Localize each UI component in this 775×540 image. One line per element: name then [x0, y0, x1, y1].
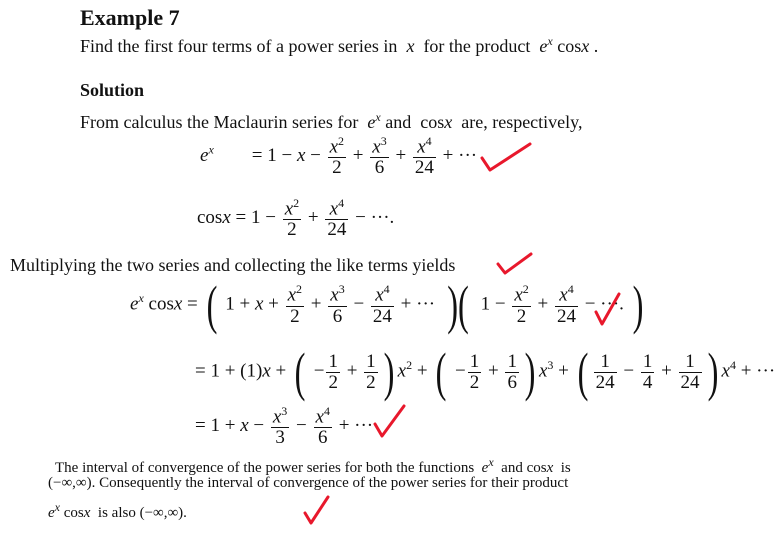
- product-line-2: = 1 + (1)x + ( − $\frac{1}{2}$ + $\frac{1}{2}$ ) $x^2$ + ( − $\frac{1}{2}$ + $\frac{1}{6}$ ) $x^3$ + ( $\frac{1}{24}$ − $\frac{1}{4}$ + $\frac{1}{24}$ ) $x^4$ + ···: [195, 342, 775, 402]
- multiply-text: Multiplying the two series and collecting the like terms yields: [10, 255, 456, 275]
- check-mark-icon: [495, 250, 535, 276]
- product-line-1: $e^x$ cosx = ( 1 + x + $\frac{x^2}{2}$ + $\frac{x^3}{6}$ − $\frac{x^4}{24}$ + ··· )( 1 − $\frac{x^2}{2}$ + $\frac{x^4}{24}$ − ···. ): [130, 275, 644, 335]
- exp-series-equation: $e^x$ = 1 − x − $\frac{x^2}{2}$ + $\frac{x^3}{6}$ + $\frac{x^4}{24}$ + ···: [200, 134, 478, 179]
- conclusion-line-2: (−∞,∞). Consequently the interval of convergence of the power series for their product: [48, 475, 569, 491]
- check-mark-icon: [302, 493, 332, 527]
- solution-intro: From calculus the Maclaurin series for $e^x$ and cosx are, respectively,: [80, 110, 583, 132]
- prompt-text: Find the first four terms of a power series in x for the product $e^x$ cosx .: [80, 34, 599, 56]
- conclusion-line-3: $e^x$ cosx is also (−∞,∞).: [48, 500, 187, 521]
- check-mark-icon: [593, 290, 623, 330]
- check-mark-icon: [478, 140, 534, 174]
- solution-heading: Solution: [80, 80, 145, 100]
- conclusion-line-1: The interval of convergence of the power series for both the functions $e^x$ and cosx is: [55, 455, 571, 476]
- product-line-3: = 1 + x − $\frac{x^3}{3}$ − $\frac{x^4}{6}$ + ···: [195, 404, 374, 449]
- problem-statement: [80, 34, 598, 57]
- check-mark-icon: [372, 402, 408, 440]
- cos-series-equation: cosx = 1 − $\frac{x^2}{2}$ + $\frac{x^4}{24}$ − ···.: [197, 196, 395, 241]
- example-title: Example 7: [80, 5, 180, 30]
